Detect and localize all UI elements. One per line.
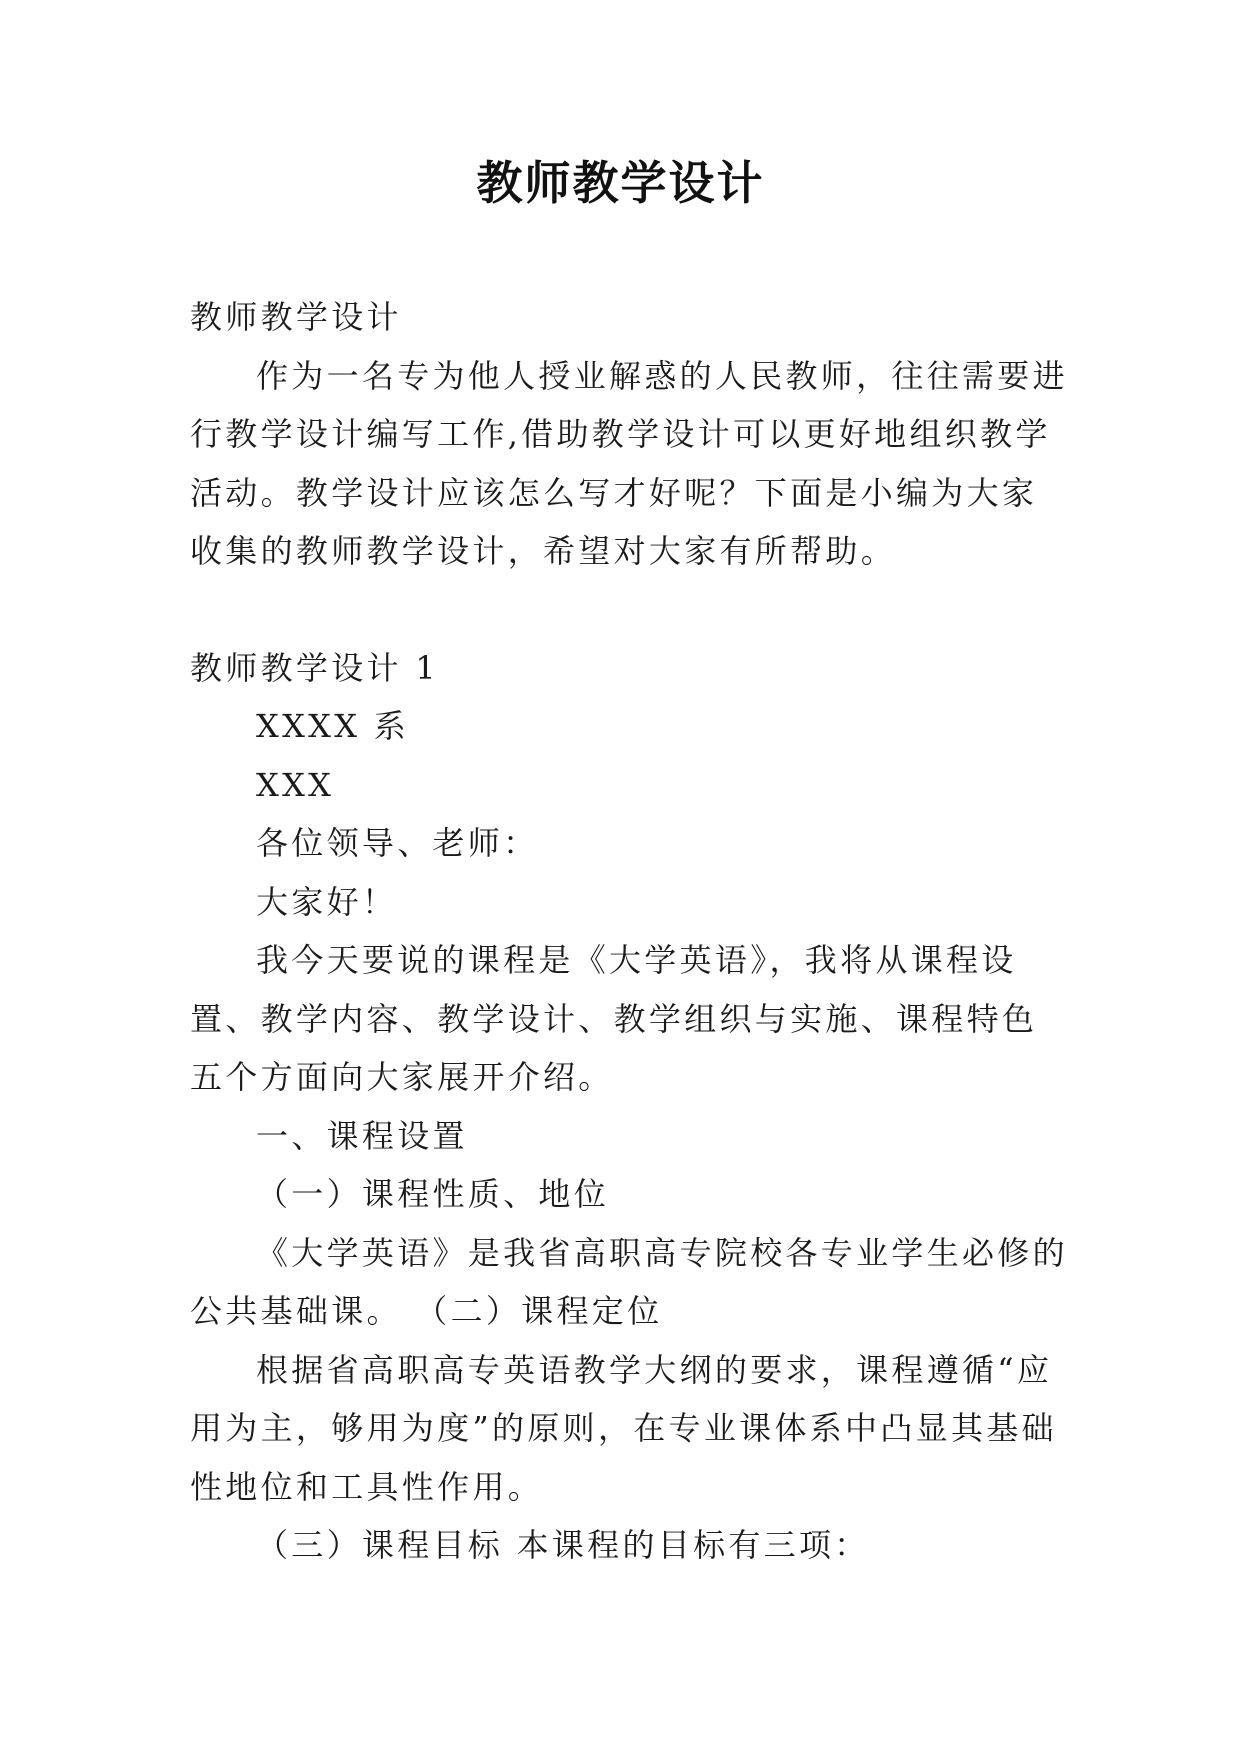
course-goals-heading: （三）课程目标 本课程的目标有三项： [256, 1526, 870, 1564]
hello-line: 大家好！ [256, 882, 398, 921]
course-nature-paragraph: 《大学英语》是我省高职高专院校各专业学生必修的公共基础课。 （二）课程定位 [190, 1233, 1068, 1330]
course-setting-heading: 一、课程设置 [256, 1116, 468, 1155]
department-line: XXXX 系 [256, 707, 410, 745]
course-intro-paragraph: 我今天要说的课程是《大学英语》，我将从课程设置、教学内容、教学设计、教学组织与实施、课程特色五个方面向大家展开介绍。 [190, 941, 1038, 1096]
intro-paragraph: 作为一名专为他人授业解惑的人民教师，往往需要进行教学设计编写工作,借助教学设计可以更好地组织教学活动。教学设计应该怎么写才好呢？下面是小编为大家收集的教师教学设计，希望对大家有所帮助。 [190, 356, 1068, 570]
intro-heading: 教师教学设计 [190, 298, 402, 336]
document-body [190, 288, 1070, 1575]
document-title: 教师教学设计 [476, 156, 765, 210]
author-name: XXX [256, 765, 335, 804]
course-positioning-paragraph: 根据省高职高专英语教学大纲的要求，课程遵循“应用为主，够用为度”的原则，在专业课体系中凸显其基础性地位和工具性作用。 [190, 1350, 1057, 1506]
course-nature-heading: （一）课程性质、地位 [256, 1175, 610, 1213]
section-heading: 教师教学设计 1 [190, 648, 439, 687]
greeting-line: 各位领导、老师： [256, 824, 539, 862]
section-spacer [190, 581, 1070, 639]
